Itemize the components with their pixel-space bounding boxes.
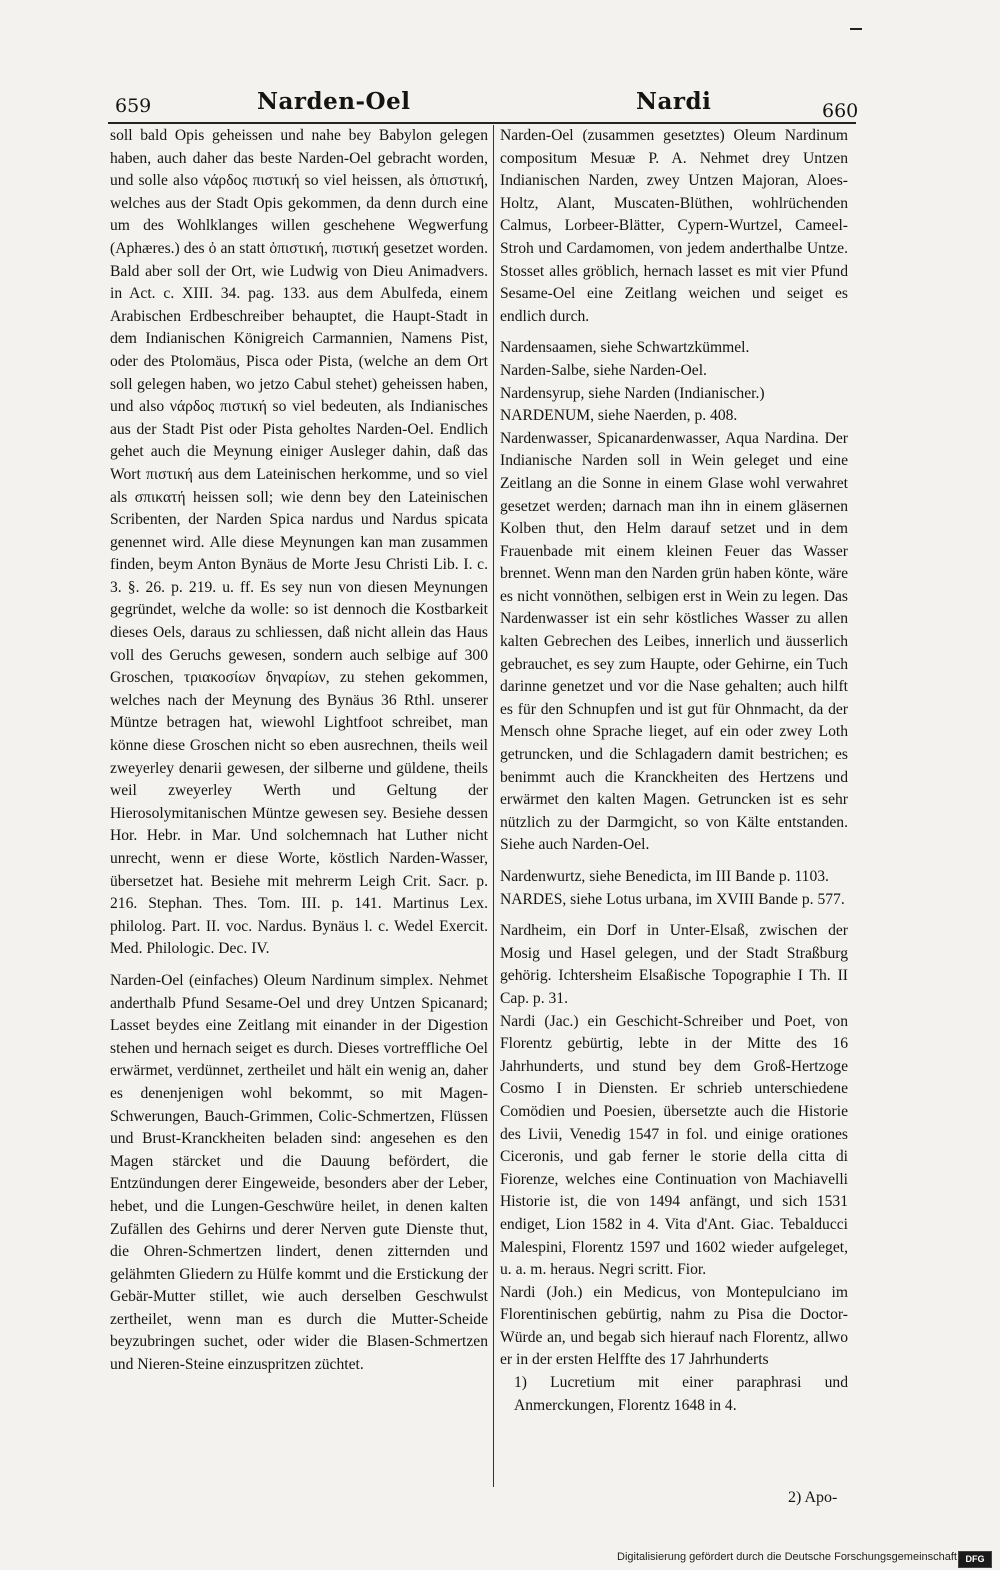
scan-mark (850, 28, 862, 30)
entry-narden-oel-zusammengesetzt: Narden-Oel (zusammen gesetztes) Oleum Nardinum compositum Mesuæ P. A. Nehmet drey Untzen Indianischen Narden, zwey Untzen Majoran, Aloes-Holtz, Alant, Muscaten-Blüthen, wohlrüchenden Calmus, Lorbeer-Blätter, Cypern-Wurtzel, Cameel-Stroh und Cardamomen, von jedem anderthalbe Untze. Stosset alles gröblich, hernach lasset es mit vier Pfund Sesame-Oel eine Zeitlang weichen und seiget es endlich durch. (500, 127, 848, 325)
page-number-left: 659 (115, 95, 152, 117)
entry-narden-salbe: Narden-Salbe, siehe Narden-Oel. (500, 361, 707, 379)
entry-nardenwasser: Nardenwasser, Spicanardenwasser, Aqua Nardina. Der Indianische Narden soll in Wein geleget und eine Zeitlang an die Sonne in einem Glase wohl verwahret gesetzet werden; darnach man ihn in einem gläsernen Kolben thut, den Helm darauf setzet und in dem Frauenbade mit einem kleinen Feuer das Wasser brennet. Wenn man den Narden grün haben könte, wäre es nicht vonnöthen, selbigen erst in Wein zu legen. Das Nardenwasser ist ein sehr köstliches Wasser zu allen kalten Gebrechen des Leibes, innerlich und äusserlich gebrauchet, es sey zum Haupte, oder Gehirne, ein Tuch darinne genetzet und vor die Nase gehalten; auch hilft es für den Schnupfen und ist gut für Ohnmacht, da der Mensch ohne Sprache lieget, auf ein oder zwey Loth getruncken, und die Schlagadern damit bestrichen; es benimmt auch die Kranckheiten des Hertzens und erwärmet den kalten Magen. Getruncken ist es sehr nützlich zu der Darmgicht, so von Kälte entstanden. Siehe auch Narden-Oel. (500, 429, 848, 854)
column-divider (493, 125, 494, 1487)
entry-nardheim: Nardheim, ein Dorf in Unter-Elsaß, zwischen der Mosig und Hasel gelegen, und der Stadt Straßburg gehörig. Ichtersheim Elsaßische Topographie I Th. II Cap. p. 31. (500, 922, 848, 1007)
entry-nardes: NARDES, siehe Lotus urbana, im XVIII Bande p. 577. (500, 890, 845, 908)
list-item: 1) Lucretium mit einer paraphrasi und Anmerckungen, Florentz 1648 in 4. (514, 1374, 848, 1414)
left-column (110, 125, 488, 1377)
right-column (500, 125, 848, 1417)
dfg-logo: DFG (958, 1551, 992, 1568)
entry-nardi-joh: Nardi (Joh.) ein Medicus, von Montepulciano im Florentinischen gebürtig, nahm zu Pisa die Doctor-Würde an, und begab sich hierauf nach Florentz, allwo er in der ersten Helffte des 17 Jahrhunderts (500, 1283, 848, 1369)
entry-nardi-jac: Nardi (Jac.) ein Geschicht-Schreiber und Poet, von Florentz gebürtig, lebte in der Mitte des 16 Jahrhunderts, und stund bey dem Groß-Hertzoge Cosmo I in Diensten. Er schrieb unterschiedene Comödien und Poesien, übersetzte auch die Historie des Livii, Venedig 1547 in fol. und einige orationes Ciceronis, und gab ferner le storie della citta di Fiorenze, welches eine Continuation von Machiavelli Historie ist, die von 1494 anfängt, und sich 1531 endiget, Lion 1582 in 4. Vita d'Ant. Giac. Tebalducci Malespini, Florentz 1597 und 1602 wieder aufgeleget, u. a. m. heraus. Negri scritt. Fior. (500, 1012, 848, 1279)
catchword: 2) Apo- (788, 1489, 838, 1506)
running-head-left: Narden-Oel (257, 88, 411, 115)
entry-nardenum: NARDENUM, siehe Naerden, p. 408. (500, 407, 738, 425)
page-number-right: 660 (822, 100, 859, 122)
entry-narden-oel-einfaches: Narden-Oel (einfaches) Oleum Nardinum simplex. Nehmet anderthalb Pfund Sesame-Oel und drey Untzen Spicanard; Lasset beydes eine Zeitlang mit einander in der Digestion stehen und hernach seiget es durch. Dieses vortreffliche Oel erwärmet, verdünnet, zertheilet und hält ein wenig an, daher es denenjenigen wohl bekommt, so mit Magen-Schwerungen, Bauch-Grimmen, Colic-Schmertzen, Flüssen und Brust-Kranckheiten beladen sind: angesehen es den Magen stärcket und die Dauung befördert, die Entzündungen derer Eingeweide, besonders aber der Leber, hebet, und die Lungen-Geschwüre heilet, in denen kalten Zufällen des Gehirns und derer Nerven gute Dienste thut, die Ohren-Schmertzen lindert, denen zitternden und gelähmten Gliedern zu Hülfe kommt und die Erstickung der Gebär-Mutter stillet, wie auch derselben Geschwulst zertheilet, wenn man es durch die Mutter-Scheide beyzubringen suchet, oder wider die Blasen-Schmertzen und Nieren-Steine einzuspritzen züchtet. (110, 971, 488, 1374)
entry-nardensyrup: Nardensyrup, siehe Narden (Indianischer.) (500, 384, 765, 402)
entry-nardensaamen: Nardensaamen, siehe Schwartzkümmel. (500, 339, 750, 357)
running-head-right: Nardi (636, 88, 712, 115)
footer-credit: Digitalisierung gefördert durch die Deutsche Forschungsgemeinschaft (617, 1551, 957, 1563)
entry-nardenwurtz: Nardenwurtz, siehe Benedicta, im III Bande p. 1103. (500, 868, 829, 885)
paragraph: soll bald Opis geheissen und nahe bey Babylon gelegen haben, auch daher das beste Narden-Oel gebracht worden, und solle also νάρδος πιστική so viel heissen, als ὀπιστική, welches aus der Stadt Opis gekommen, da denn durch eine um des Wohlklanges willen geschehene Wegwerfung (Aphæres.) des ὀ an statt ὀπιστική, πιστική gesetzet worden. Bald aber soll der Ort, wie Ludwig von Dieu Animadvers. in Act. c. XIII. 34. pag. 133. aus dem Abulfeda, einem Arabischen Erdbeschreiber behauptet, die Haupt-Stadt in dem Indianischen Königreich Carmannien, Namens Pist, oder des Ptolomäus, Pisca oder Pista, (welche an dem Ort soll gelegen haben, wo jetzo Cabul stehet) geheissen haben, und also νάρδος πιστική so viel bedeuten, als Indianisches aus der Stadt Pist oder Pista geholtes Narden-Oel. Endlich gehet auch die Meynung einiger Ausleger dahin, daß das Wort πιστική aus dem Lateinischen herkomme, und so viel als σπικατή heissen soll; wie denn bey den Lateinischen Scribenten, der Narden Spica nardus und Nardus spicata genennet wird. Alle diese Meynungen kan man zusammen finden, beym Anton Bynäus de Morte Jesu Christi Lib. I. c. 3. §. 26. p. 219. u. ff. Es sey nun von diesen Meynungen gegründet, welche da wolle: so ist dennoch die Kostbarkeit dieses Oels, daraus zu schliessen, daß nicht allein das Haus voll des Geruchs gewesen, sondern auch selbige auf 300 Groschen, τριακοσίων δηναρίων, zu stehen gekommen, welches nach der Meynung des Bynäus 36 Rthl. unserer Müntze betragen hat, wiewohl Lightfoot schreibet, man könne diese Groschen nicht so eben ausrechnen, theils weil zweyerley denarii gewesen, der silberne und güldene, theils weil zweyerley Werth und Geltung der Hierosolymitanischen Müntze gewesen sey. Besiehe dessen Hor. Hebr. in Mar. Und solchemnach hat Luther nicht unrecht, wenn er diese Worte, köstlich Narden-Wasser, übersetzet hat. Besiehe mit mehrerm Leigh Crit. Sacr. p. 216. Stephan. Thes. Tom. III. p. 141. Martinus Lex. philolog. Part. II. voc. Nardus. Bynäus l. c. Wedel Exercit. Med. Philologic. Dec. IV. (110, 127, 488, 958)
header-rule (108, 122, 856, 124)
footer-bar (0, 1547, 1000, 1570)
